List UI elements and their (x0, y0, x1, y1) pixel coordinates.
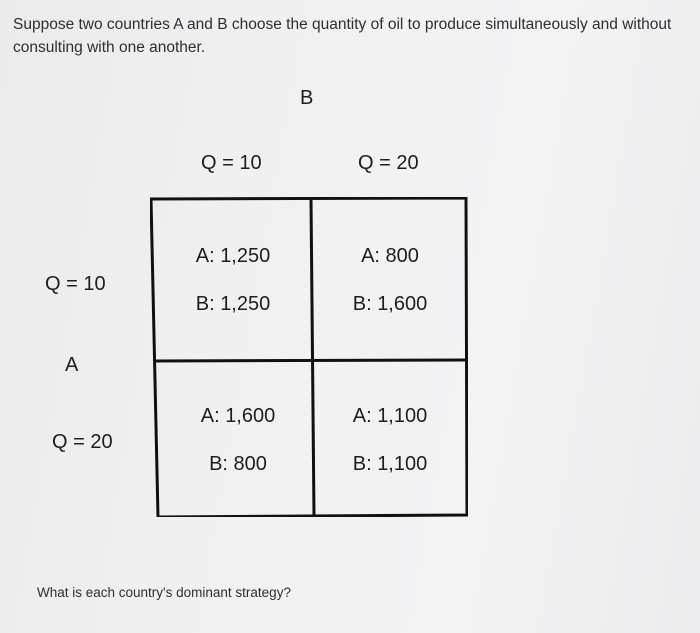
player-b-label: B (300, 87, 314, 109)
payoff-b: B: 1,600 (352, 293, 428, 315)
payoff-cell-q10-q10 (158, 245, 308, 317)
payoff-b: B: 1,250 (195, 293, 271, 315)
column-label-q20: Q = 20 (358, 152, 419, 174)
payoff-a: A: 1,250 (195, 245, 271, 267)
payoff-b: B: 800 (209, 453, 267, 475)
row-label-q20: Q = 20 (52, 431, 113, 453)
prompt-question: What is each country's dominant strategy? (37, 585, 291, 600)
payoff-matrix (150, 197, 468, 517)
payoff-cell-q20-q10 (163, 405, 313, 477)
question-line-1: Suppose two countries A and B choose the quantity of oil to produce simultaneously and without (13, 16, 672, 33)
column-label-q10: Q = 10 (201, 152, 262, 174)
payoff-a: A: 1,600 (200, 405, 276, 427)
player-a-label: A (65, 354, 79, 376)
question-text (13, 13, 683, 59)
question-line-2: consulting with one another. (13, 39, 206, 56)
payoff-a: A: 1,100 (352, 405, 428, 427)
row-label-q10: Q = 10 (45, 273, 106, 295)
payoff-a: A: 800 (361, 245, 419, 267)
payoff-b: B: 1,100 (352, 453, 428, 475)
payoff-cell-q10-q20 (315, 245, 465, 317)
payoff-cell-q20-q20 (315, 405, 465, 477)
